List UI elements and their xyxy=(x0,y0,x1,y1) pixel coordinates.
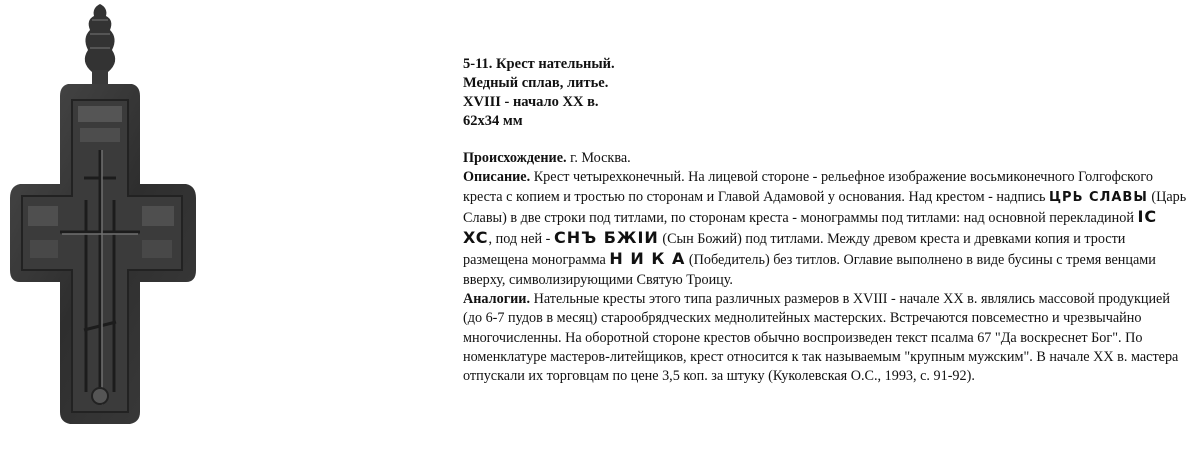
description-paragraph xyxy=(463,168,1191,290)
analogies-label: Аналогии. xyxy=(463,291,531,308)
monogram-nika: Н И К А xyxy=(609,249,686,269)
description-text-1: Крест четырехконечный. На лицевой стороне - рельефное изображение восьмиконечного Голгофского креста с копием и тростью по сторонам и Главой Адамовой у основания. Над крестом - надпись xyxy=(463,169,1153,205)
analogies-text: Нательные кресты этого типа различных размеров в XVIII - начале XX в. являлись массовой продукцией (до 6-7 пудов в месяц) старообрядческих меднолитейных мастерских. Встречаются повсеместно и чрезвычайно многочисленны. На оборотной стороне крестов обычно воспроизведен текст псалма 67 "Да воскреснет Бог". По номенклатуре мастеров-литейщиков, крест относится к так называемым "крупным мужским". В начале XX в. мастера отпускали их торговцам по цене 3,5 коп. за штуку (Куколевская О.С., 1993, с. 91-92). xyxy=(463,291,1179,385)
monogram-ic-xc: IC XC xyxy=(463,206,1158,248)
description-text-3: , под ней - xyxy=(488,231,554,248)
inscription-tsar-slavy: ЦРЬ СЛАВЫ xyxy=(1049,189,1148,205)
entry-dating: XVIII - начало XX в. xyxy=(463,94,599,110)
description-text-2: (Царь Славы) в две строки под титлами, по сторонам креста - монограммы под титлами: над основной перекладиной xyxy=(463,188,1187,226)
catalog-entry xyxy=(463,55,1191,387)
monogram-syn-bozhiy: СНЪ БЖIИ xyxy=(553,228,659,248)
description-text-5: (Победитель) без титлов. Оглавие выполнено в виде бусины с тремя венцами вверху, символизирующими Святую Троицу. xyxy=(463,252,1156,288)
analogies-paragraph xyxy=(463,290,1191,386)
origin-paragraph xyxy=(463,149,1191,168)
entry-title: 5-11. Крест нательный. xyxy=(463,56,615,72)
description-text-4: (Сын Божий) под титлами. Между древом креста и древками копия и трости размещена монограмма xyxy=(463,231,1126,269)
origin-label: Происхождение. xyxy=(463,150,567,166)
description-label: Описание. xyxy=(463,169,531,186)
entry-material: Медный сплав, литье. xyxy=(463,75,609,91)
cross-photo xyxy=(0,0,200,475)
cross-bead-top xyxy=(85,4,115,84)
origin-text: г. Москва. xyxy=(566,150,631,166)
entry-dimensions: 62х34 мм xyxy=(463,113,523,129)
